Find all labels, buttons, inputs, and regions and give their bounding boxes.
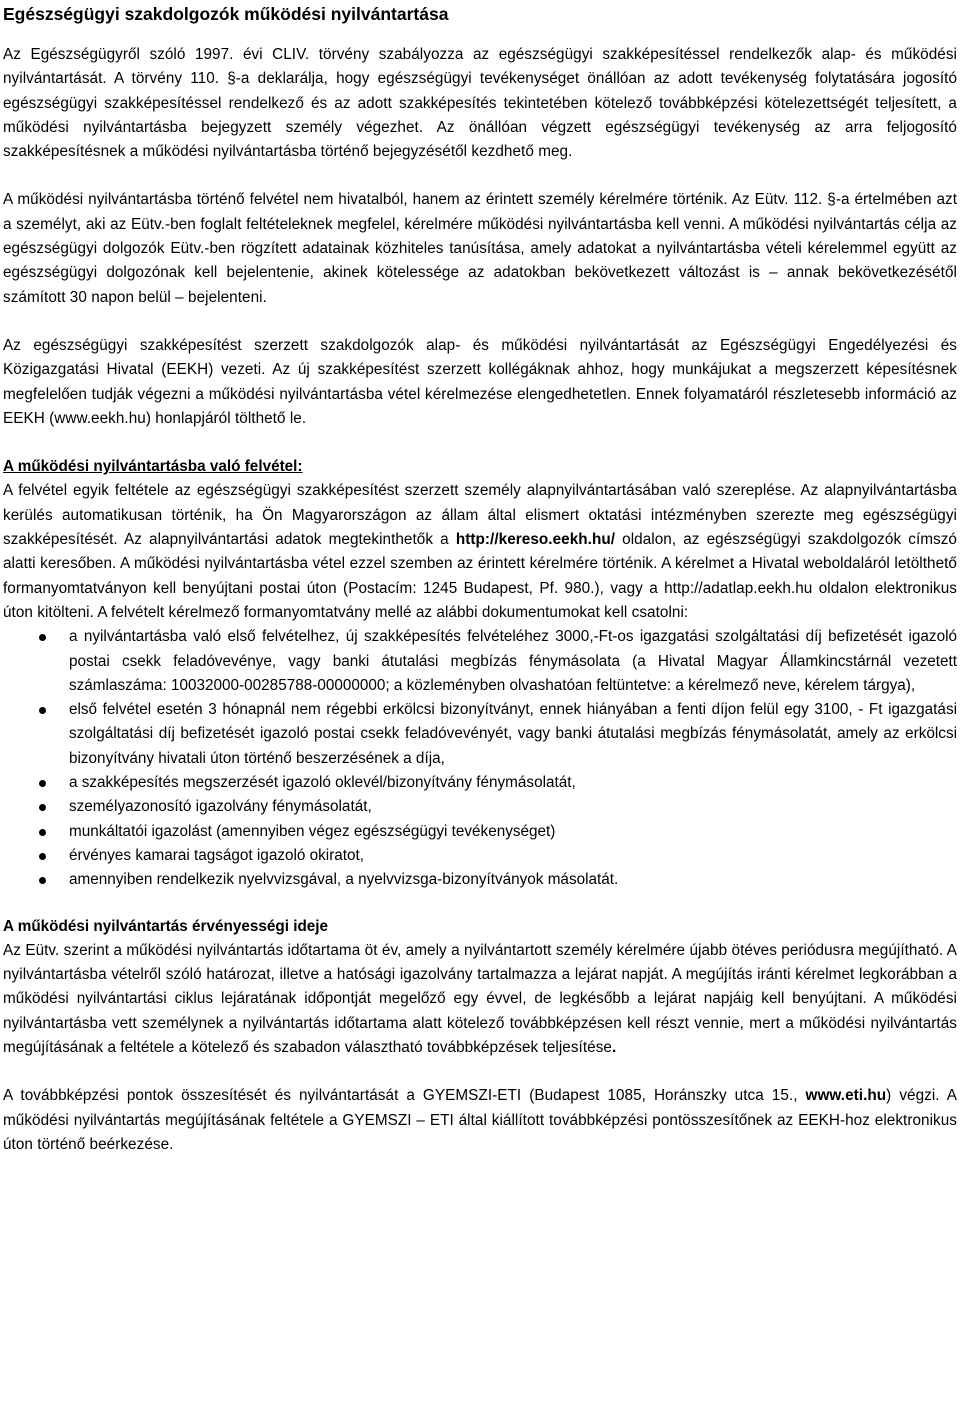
list-item <box>3 820 957 844</box>
final-paragraph <box>3 1084 957 1157</box>
final-text-b: ) végzi. A működési nyilvántartás megújításának feltétele a GYEMSZI – ETI által kiállított továbbképzési pontösszesítőnek az EEKH-hoz elektronikus úton történő beérkezése. <box>3 1087 957 1153</box>
registration-paragraph <box>3 479 957 625</box>
final-text-a: A továbbképzési pontok összesítését és nyilvántartását a GYEMSZI-ETI (Budapest 1085, Horánszky utca 15., <box>3 1087 806 1105</box>
section-heading-registration: A működési nyilvántartásba való felvétel: <box>3 458 303 476</box>
bullet-icon <box>39 804 46 811</box>
section-heading-validity: A működési nyilvántartás érvényességi ideje <box>3 917 329 935</box>
bullet-icon <box>39 634 46 641</box>
list-item-text: személyazonosító igazolvány fénymásolatát, <box>69 798 372 816</box>
list-item-text: a nyilvántartásba való első felvételhez, új szakképesítés felvételéhez 3000,-Ft-os igazgatási szolgáltatási díj befizetését igazoló postai csekk feladóvevénye, vagy banki átutalási megbízás fénymásolata (a Hivatal Magyar Államkincstárnál vezetett számlaszáma: 10032000-00285788-00000000; a közleményben olvashatóan feltüntetve: a kérelmező neve, kérelem tárgya), <box>69 628 957 694</box>
list-item <box>3 771 957 795</box>
list-item <box>3 844 957 868</box>
eti-link[interactable]: www.eti.hu <box>805 1087 887 1105</box>
page-title: Egészségügyi szakdolgozók működési nyilvántartása <box>3 4 449 24</box>
validity-paragraph <box>3 939 957 1060</box>
list-item <box>3 625 957 698</box>
required-documents-list <box>3 625 957 892</box>
bullet-icon <box>39 853 46 860</box>
bullet-icon <box>39 707 46 714</box>
bullet-icon <box>39 829 46 836</box>
bullet-icon <box>39 877 46 884</box>
document-page <box>0 2 960 1157</box>
intro-paragraph-1: Az Egészségügyről szóló 1997. évi CLIV. törvény szabályozza az egészségügyi szakképesítéssel rendelkezők alap- és működési nyilvántartását. A törvény 110. §-a deklarálja, hogy egészségügyi tevékenységet önállóan az adott tevékenység folytatására jogosító egészségügyi szakképesítéssel rendelkező és az adott szakképesítés tekintetében kötelező továbbképzési kötelezettségét teljesített, a működési nyilvántartásba bejegyzett személy végezhet. Az önállóan végzett egészségügyi tevékenység az arra feljogosító szakképesítésnek a működési nyilvántartásba történő bejegyzésétől kezdhető meg. <box>3 46 957 161</box>
intro-paragraph-2: A működési nyilvántartásba történő felvétel nem hivatalból, hanem az érintett személy kérelmére történik. Az Eütv. 112. §-a értelmében azt a személyt, aki az Eütv.-ben foglalt feltételeknek megfelel, kérelmére működési nyilvántartásba kell venni. A működési nyilvántartás célja az egészségügyi dolgozók Eütv.-ben rögzített adatainak közhiteles tanúsítása, amely adatokat a nyilvántartásba vételi kérelemmel együtt az egészségügyi dolgozónak kell bejelentenie, akinek kötelessége az adatokban bekövetkezett változást is – annak bekövetkezésétől számított 30 napon belül – bejelenteni. <box>3 191 957 306</box>
registration-text-a: A felvétel egyik feltétele az egészségügyi szakképesítést szerzett személy alapnyilvántartásában való szereplése. Az alapnyilvántartásba kerülés automatikusan történik, ha Ön Magyarországon az állam által elismert oktatási intézményben szerezte meg egészségügyi szakképesítését. Az alapnyilvántartási adatok megtekinthetők a <box>3 482 957 549</box>
validity-text-end: . <box>611 1038 617 1056</box>
list-item-text: amennyiben rendelkezik nyelvvizsgával, a nyelvvizsga-bizonyítványok másolatát. <box>69 871 619 889</box>
list-item-text: munkáltatói igazolást (amennyiben végez egészségügyi tevékenységet) <box>69 822 556 840</box>
validity-text: Az Eütv. szerint a működési nyilvántartás időtartama öt év, amely a nyilvántartott személy kérelmére újabb ötéves periódusra megújítható. A nyilvántartásba vételről szóló határozat, illetve a hatósági igazolvány tartalmazza a lejárat napját. A megújítás iránti kérelmet legkorábban a működési nyilvántartási ciklus lejáratának időpontját megelőző egy évvel, de legkésőbb a lejárat napjáig kell benyújtani. A működési nyilvántartásba vett személynek a nyilvántartás időtartama alatt kötelező továbbképzésen kell részt vennie, mert a működési nyilvántartás megújításának a feltétele a kötelező és szabadon választható továbbképzések teljesítése <box>3 941 957 1056</box>
registration-text-b: oldalon, az egészségügyi szakdolgozók címszó alatti keresőben. A működési nyilvántartásba vétel ezzel szemben az érintett kérelmére történik. A kérelmet a Hivatal weboldaláról letölthető formanyomtatványon kell benyújtani postai úton (Postacím: 1245 Budapest, Pf. 980.), vagy a http://adatlap.eekh.hu oldalon elektronikus úton kitölteni. A felvételt kérelmező formanyomtatvány mellé az alábbi dokumentumokat kell csatolni: <box>3 531 957 621</box>
list-item <box>3 698 957 771</box>
list-item-text: érvényes kamarai tagságot igazoló okiratot, <box>69 846 365 864</box>
bullet-icon <box>39 780 46 787</box>
list-item-text: első felvétel esetén 3 hónapnál nem régebbi erkölcsi bizonyítványt, ennek hiányában a fenti díjon felül egy 3100, - Ft igazgatási szolgáltatási díj befizetését igazoló postai csekk feladóvevényét, vagy banki átutalási megbízás fénymásolatát, amely az erkölcsi bizonyítvány hivatali úton történő beszerzésének a díja, <box>69 701 957 767</box>
kereso-link[interactable]: http://kereso.eekh.hu/ <box>455 531 616 549</box>
list-item-text: a szakképesítés megszerzését igazoló oklevél/bizonyítvány fénymásolatát, <box>69 774 576 792</box>
list-item <box>3 868 957 892</box>
list-item <box>3 795 957 819</box>
intro-paragraph-3: Az egészségügyi szakképesítést szerzett szakdolgozók alap- és működési nyilvántartását az Egészségügyi Engedélyezési és Közigazgatási Hivatal (EEKH) vezeti. Az új szakképesítést szerzett kollégáknak ahhoz, hogy munkájukat a megszerzett képesítésnek megfelelően tudják végezni a működési nyilvántartásba vétel kérelmezése elengedhetetlen. Ennek folyamatáról részletesebb információ az EEKH (www.eekh.hu) honlapjáról tölthető le. <box>3 336 957 427</box>
